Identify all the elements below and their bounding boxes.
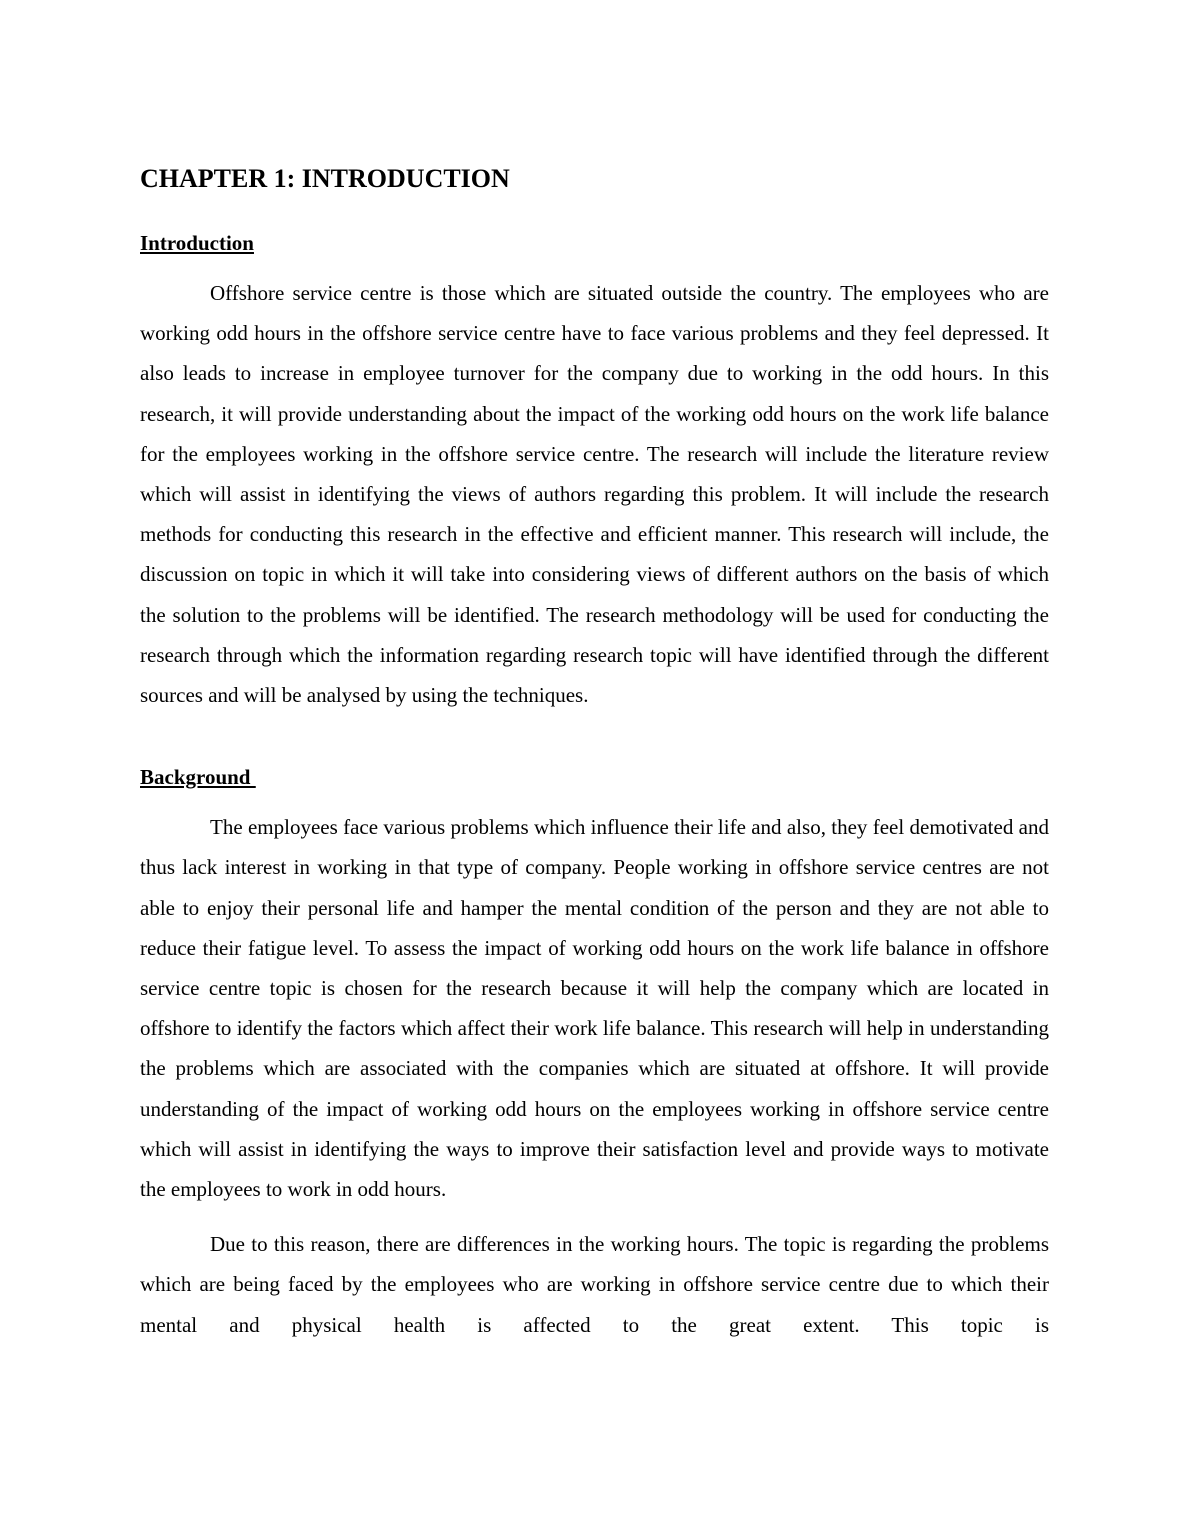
background-paragraph-1: The employees face various problems which influence their life and also, they feel demotivated and thus lack interest in working in that type of company. People working in offshore service centres are not able to enjoy their personal life and hamper the mental condition of the person and they are not able to reduce their fatigue level. To assess the impact of working odd hours on the work life balance in offshore service centre topic is chosen for the research because it will help the company which are located in offshore to identify the factors which affect their work life balance. This research will help in understanding the problems which are associated with the companies which are situated at offshore. It will provide understanding of the impact of working odd hours on the employees working in offshore service centre which will assist in identifying the ways to improve their satisfaction level and provide ways to motivate the employees to work in odd hours.	[140, 815, 1049, 1202]
section-heading-introduction: Introduction	[140, 231, 254, 255]
background-paragraph-2: Due to this reason, there are differences in the working hours. The topic is regarding the problems which are being faced by the employees who are working in offshore service centre due to which their mental and physical health is affected to the great extent. This topic is	[140, 1232, 1049, 1337]
introduction-paragraph: Offshore service centre is those which are situated outside the country. The employees who are working odd hours in the offshore service centre have to face various problems and they feel depressed. It also leads to increase in employee turnover for the company due to working in the odd hours. In this research, it will provide understanding about the impact of the working odd hours on the work life balance for the employees working in the offshore service centre. The research will include the literature review which will assist in identifying the views of authors regarding this problem. It will include the research methods for conducting this research in the effective and efficient manner. This research will include, the discussion on topic in which it will take into considering views of different authors on the basis of which the solution to the problems will be identified. The research methodology will be used for conducting the research through which the information regarding research topic will have identified through the different sources and will be analysed by using the techniques.	[140, 281, 1049, 708]
section-heading-background: Background	[140, 765, 256, 790]
chapter-title: CHAPTER 1: INTRODUCTION	[140, 164, 510, 193]
document-page	[140, 160, 1049, 1345]
